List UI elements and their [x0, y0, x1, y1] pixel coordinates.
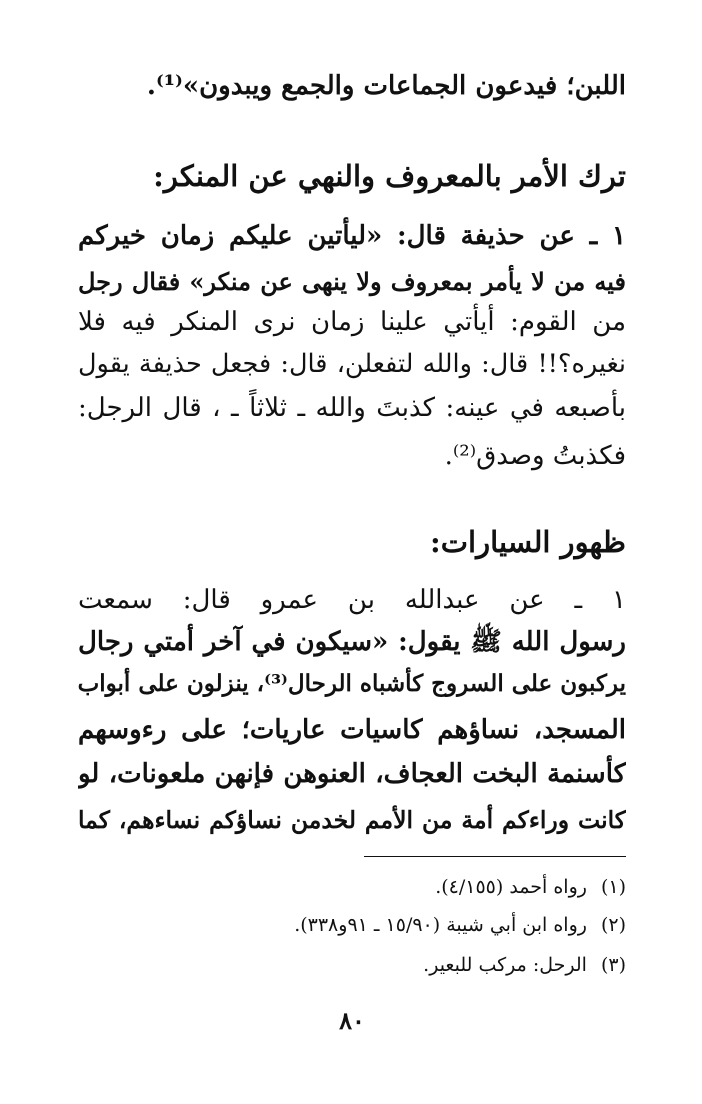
footnote-number: (١)	[600, 876, 626, 898]
footnote-divider	[364, 856, 626, 857]
footnote-text: الرحل: مركب للبعير.	[423, 954, 587, 976]
section-heading-enjoining-good: ترك الأمر بالمعروف والنهي عن المنكر:	[153, 159, 626, 193]
paragraph-line: بأصبعه في عينه: كذبتَ والله ـ ثلاثاً ـ ، قال الرجل:	[78, 393, 626, 423]
paragraph-line: المسجد، نساؤهم كاسيات عاريات؛ على رءوسهم	[78, 715, 626, 745]
footnote-1	[78, 872, 626, 902]
paragraph-line: من القوم: أيأتي علينا زمان نرى المنكر فيه فلا	[78, 307, 626, 337]
paragraph-line: كانت وراءكم أمة من الأمم لخدمن نساؤكم نساءهم، كما	[78, 806, 626, 834]
intro-line: اللبن؛ فيدعون الجماعات والجمع ويبدون»⁽¹⁾.	[146, 71, 626, 101]
footnote-number: (٣)	[600, 954, 626, 976]
book-page	[78, 0, 626, 1104]
paragraph-line: يركبون على السروج كأشباه الرحال⁽³⁾، ينزلون على أبواب	[78, 670, 626, 697]
paragraph-line: فيه من لا يأمر بمعروف ولا ينهى عن منكر» فقال رجل	[78, 267, 626, 296]
footnote-number: (٢)	[600, 914, 626, 936]
page-number: ٨٠	[339, 1006, 365, 1035]
footnote-3	[78, 950, 626, 980]
paragraph-line: ١ ـ عن حذيفة قال: «ليأتين عليكم زمان خيركم	[78, 221, 626, 251]
footnote-text: رواه ابن أبي شيبة (١٥/٩٠ ـ ٩١و٣٣٨).	[294, 914, 587, 936]
paragraph-line: ١ ـ عن عبدالله بن عمرو قال: سمعت	[78, 585, 626, 615]
paragraph-line: كأسنمة البخت العجاف، العنوهن فإنهن ملعونات، لو	[78, 759, 626, 789]
footnote-text: رواه أحمد (٤/١٥٥).	[435, 876, 587, 898]
paragraph-line: رسول الله ﷺ يقول: «سيكون في آخر أمتي رجال	[78, 627, 626, 657]
section-heading-cars: ظهور السيارات:	[430, 525, 626, 559]
footnote-2	[78, 910, 626, 940]
paragraph-line: فكذبتُ وصدق⁽²⁾.	[444, 441, 626, 471]
paragraph-line: نغيره؟!! قال: والله لتفعلن، قال: فجعل حذيفة يقول	[78, 349, 626, 379]
